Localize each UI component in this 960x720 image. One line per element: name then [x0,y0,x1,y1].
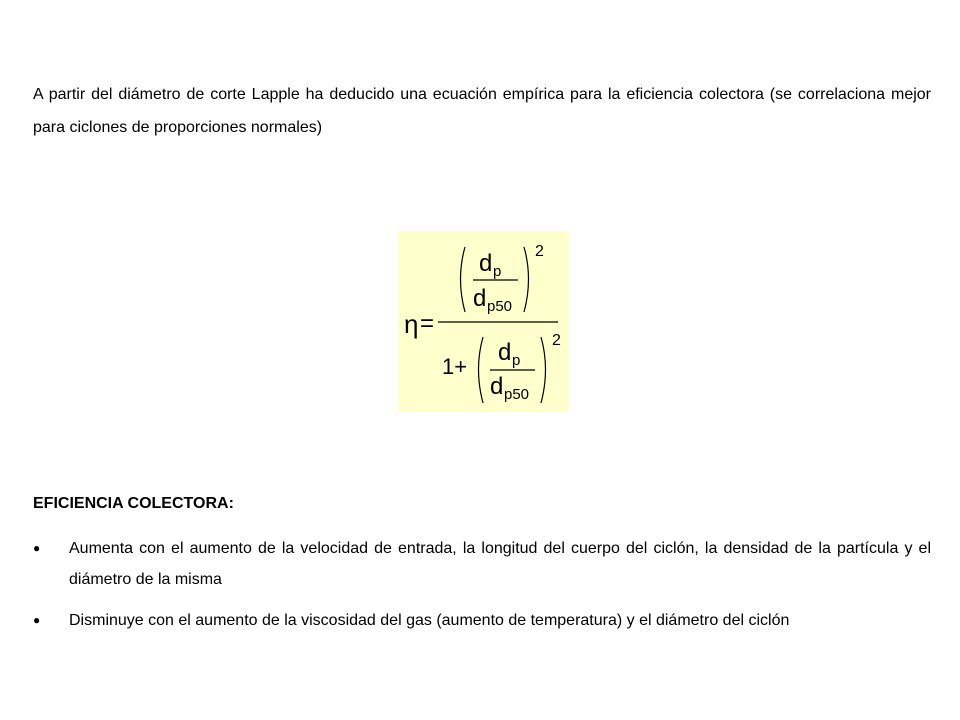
formula-eta: η [404,309,419,339]
den-exponent: 2 [552,332,561,349]
list-item [33,605,931,636]
formula-equals: = [420,310,435,337]
num-bottom-sub: p50 [487,298,513,315]
list-item-text: Disminuye con el aumento de la viscosidad del gas (aumento de temperatura) y el diámetro del ciclón [69,612,790,629]
intro-paragraph: A partir del diámetro de corte Lapple ha deducido una ecuación empírica para la eficiencia colectora (se correlaciona mejor para ciclones de proporciones normales) [33,86,931,136]
den-bottom-d: d [490,373,504,400]
num-exponent: 2 [535,243,544,260]
den-top-d: d [498,339,512,366]
num-left-paren [461,247,466,312]
list-item-text: Aumenta con el aumento de la velocidad de entrada, la longitud del cuerpo del ciclón, la densidad de la partícula y el diámetro de la misma [69,540,931,588]
formula-graphic [398,231,569,412]
den-top-sub: p [512,352,521,369]
num-right-paren [524,247,529,312]
bullet-icon: ● [33,613,41,627]
den-bottom-sub: p50 [504,386,530,403]
efficiency-formula [398,231,569,412]
bullet-icon: ● [33,541,41,555]
den-left-paren [479,337,484,403]
den-right-paren [541,337,546,403]
bullet-list [33,533,931,636]
list-item [33,533,931,595]
num-bottom-d: d [473,285,487,312]
num-top-d: d [479,250,493,277]
den-one-plus: 1+ [442,354,468,379]
section-title: EFICIENCIA COLECTORA: [33,495,234,512]
num-top-sub: p [493,263,502,280]
